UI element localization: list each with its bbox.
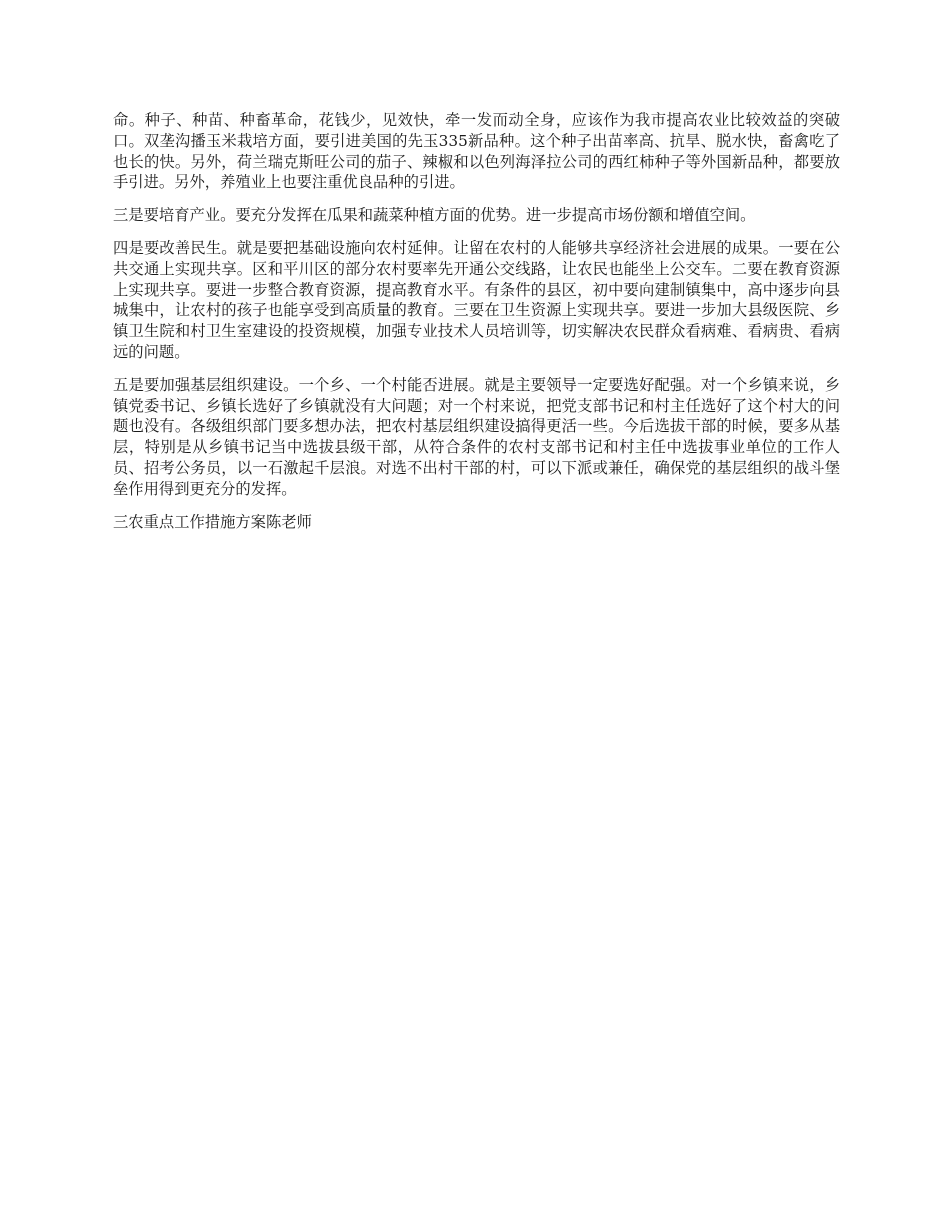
paragraph-improve-livelihood: 四是要改善民生。就是要把基础设施向农村延伸。让留在农村的人能够共享经济社会进展的成果。一要在公共交通上实现共享。区和平川区的部分农村要率先开通公交线路，让农民也能坐上公交车。二要在教育资源上实现共享。要进一步整合教育资源，提高教育水平。有条件的县区，初中要向建制镇集中，高中逐步向县城集中，让农村的孩子也能享受到高质量的教育。三要在卫生资源上实现共享。要进一步加大县级医院、乡镇卫生院和村卫生室建设的投资规模，加强专业技术人员培训等，切实解决农民群众看病难、看病贵、看病远的问题。 xyxy=(113,238,840,361)
paragraph-cultivate-industry: 三是要培育产业。要充分发挥在瓜果和蔬菜种植方面的优势。进一步提高市场份额和增值空间。 xyxy=(113,206,756,225)
document-body xyxy=(113,110,840,532)
document-closing-line: 三农重点工作措施方案陈老师 xyxy=(113,512,312,531)
paragraph-seed-revolution: 命。种子、种苗、种畜革命，花钱少，见效快，牵一发而动全身，应该作为我市提高农业比较效益的突破口。双垄沟播玉米栽培方面，要引进美国的先玉335新品种。这个种子出苗率高、抗旱、脱水快，畜禽吃了也长的快。另外，荷兰瑞克斯旺公司的茄子、辣椒和以色列海泽拉公司的西红柿种子等外国新品种，都要放手引进。另外，养殖业上也要注重优良品种的引进。 xyxy=(113,111,840,192)
paragraph-grassroots-organization: 五是要加强基层组织建设。一个乡、一个村能否进展。就是主要领导一定要选好配强。对一个乡镇来说，乡镇党委书记、乡镇长选好了乡镇就没有大问题；对一个村来说，把党支部书记和村主任选好了这个村大的问题也没有。各级组织部门要多想办法，把农村基层组织建设搞得更活一些。今后选拔干部的时候，要多从基层，特别是从乡镇书记当中选拔县级干部，从符合条件的农村支部书记和村主任中选拔事业单位的工作人员、招考公务员，以一石激起千层浪。对选不出村干部的村，可以下派或兼任，确保党的基层组织的战斗堡垒作用得到更充分的发挥。 xyxy=(113,375,840,498)
